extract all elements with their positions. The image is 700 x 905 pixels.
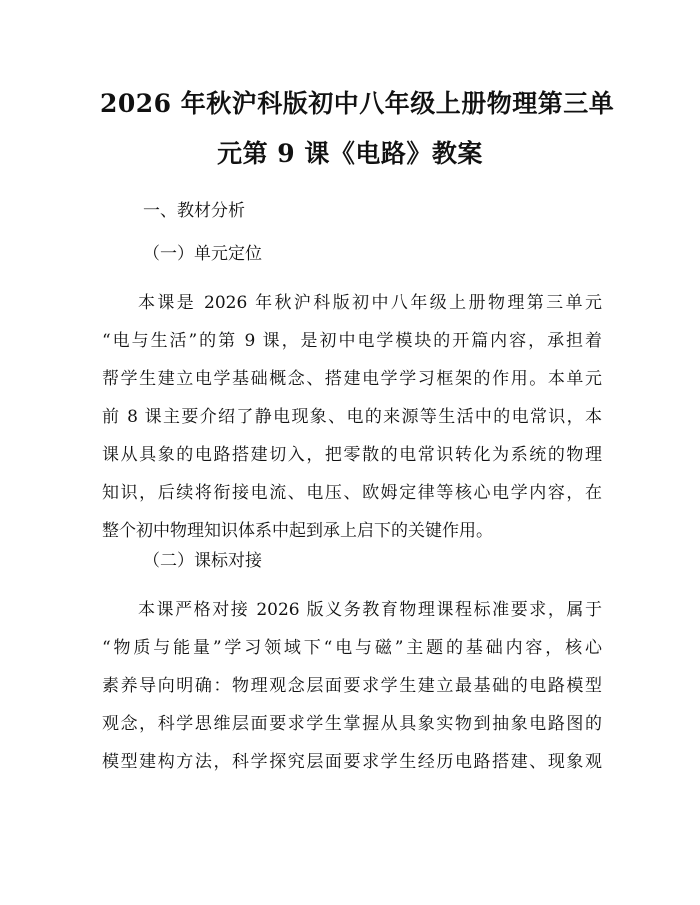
paragraph-line: 本课是 2026 年秋沪科版初中八年级上册物理第三单元 bbox=[138, 293, 602, 313]
document-title-line-2: 元第 9 课《电路》教案 bbox=[217, 139, 483, 168]
paragraph-line: “物质与能量”学习领域下“电与磁”主题的基础内容，核心 bbox=[102, 638, 602, 658]
paragraph-line: 课从具象的电路搭建切入，把零散的电常识转化为系统的物理 bbox=[102, 445, 602, 465]
paragraph-curriculum-standards bbox=[102, 591, 602, 781]
subsection-heading-unit-positioning: （一）单元定位 bbox=[143, 244, 262, 264]
paragraph-line: 前 8 课主要介绍了静电现象、电的来源等生活中的电常识，本 bbox=[102, 407, 602, 427]
paragraph-line: 帮学生建立电学基础概念、搭建电学学习框架的作用。本单元 bbox=[102, 369, 602, 389]
paragraph-line: 模型建构方法，科学探究层面要求学生经历电路搭建、现象观 bbox=[102, 752, 602, 772]
subsection-heading-curriculum-standards: （二）课标对接 bbox=[143, 551, 262, 571]
paragraph-line: 整个初中物理知识体系中起到承上启下的关键作用。 bbox=[102, 521, 493, 541]
paragraph-line: 素养导向明确：物理观念层面要求学生建立最基础的电路模型 bbox=[102, 676, 602, 696]
document-title-line-1: 2026 年秋沪科版初中八年级上册物理第三单 bbox=[100, 89, 615, 118]
paragraph-line: “电与生活”的第 9 课，是初中电学模块的开篇内容，承担着 bbox=[102, 331, 602, 351]
paragraph-line: 本课严格对接 2026 版义务教育物理课程标准要求，属于 bbox=[138, 600, 602, 620]
paragraph-unit-positioning bbox=[102, 284, 602, 550]
paragraph-line: 观念，科学思维层面要求学生掌握从具象实物到抽象电路图的 bbox=[102, 714, 602, 734]
section-heading-textbook-analysis: 一、教材分析 bbox=[143, 201, 245, 221]
paragraph-line: 知识，后续将衔接电流、电压、欧姆定律等核心电学内容，在 bbox=[102, 483, 602, 503]
